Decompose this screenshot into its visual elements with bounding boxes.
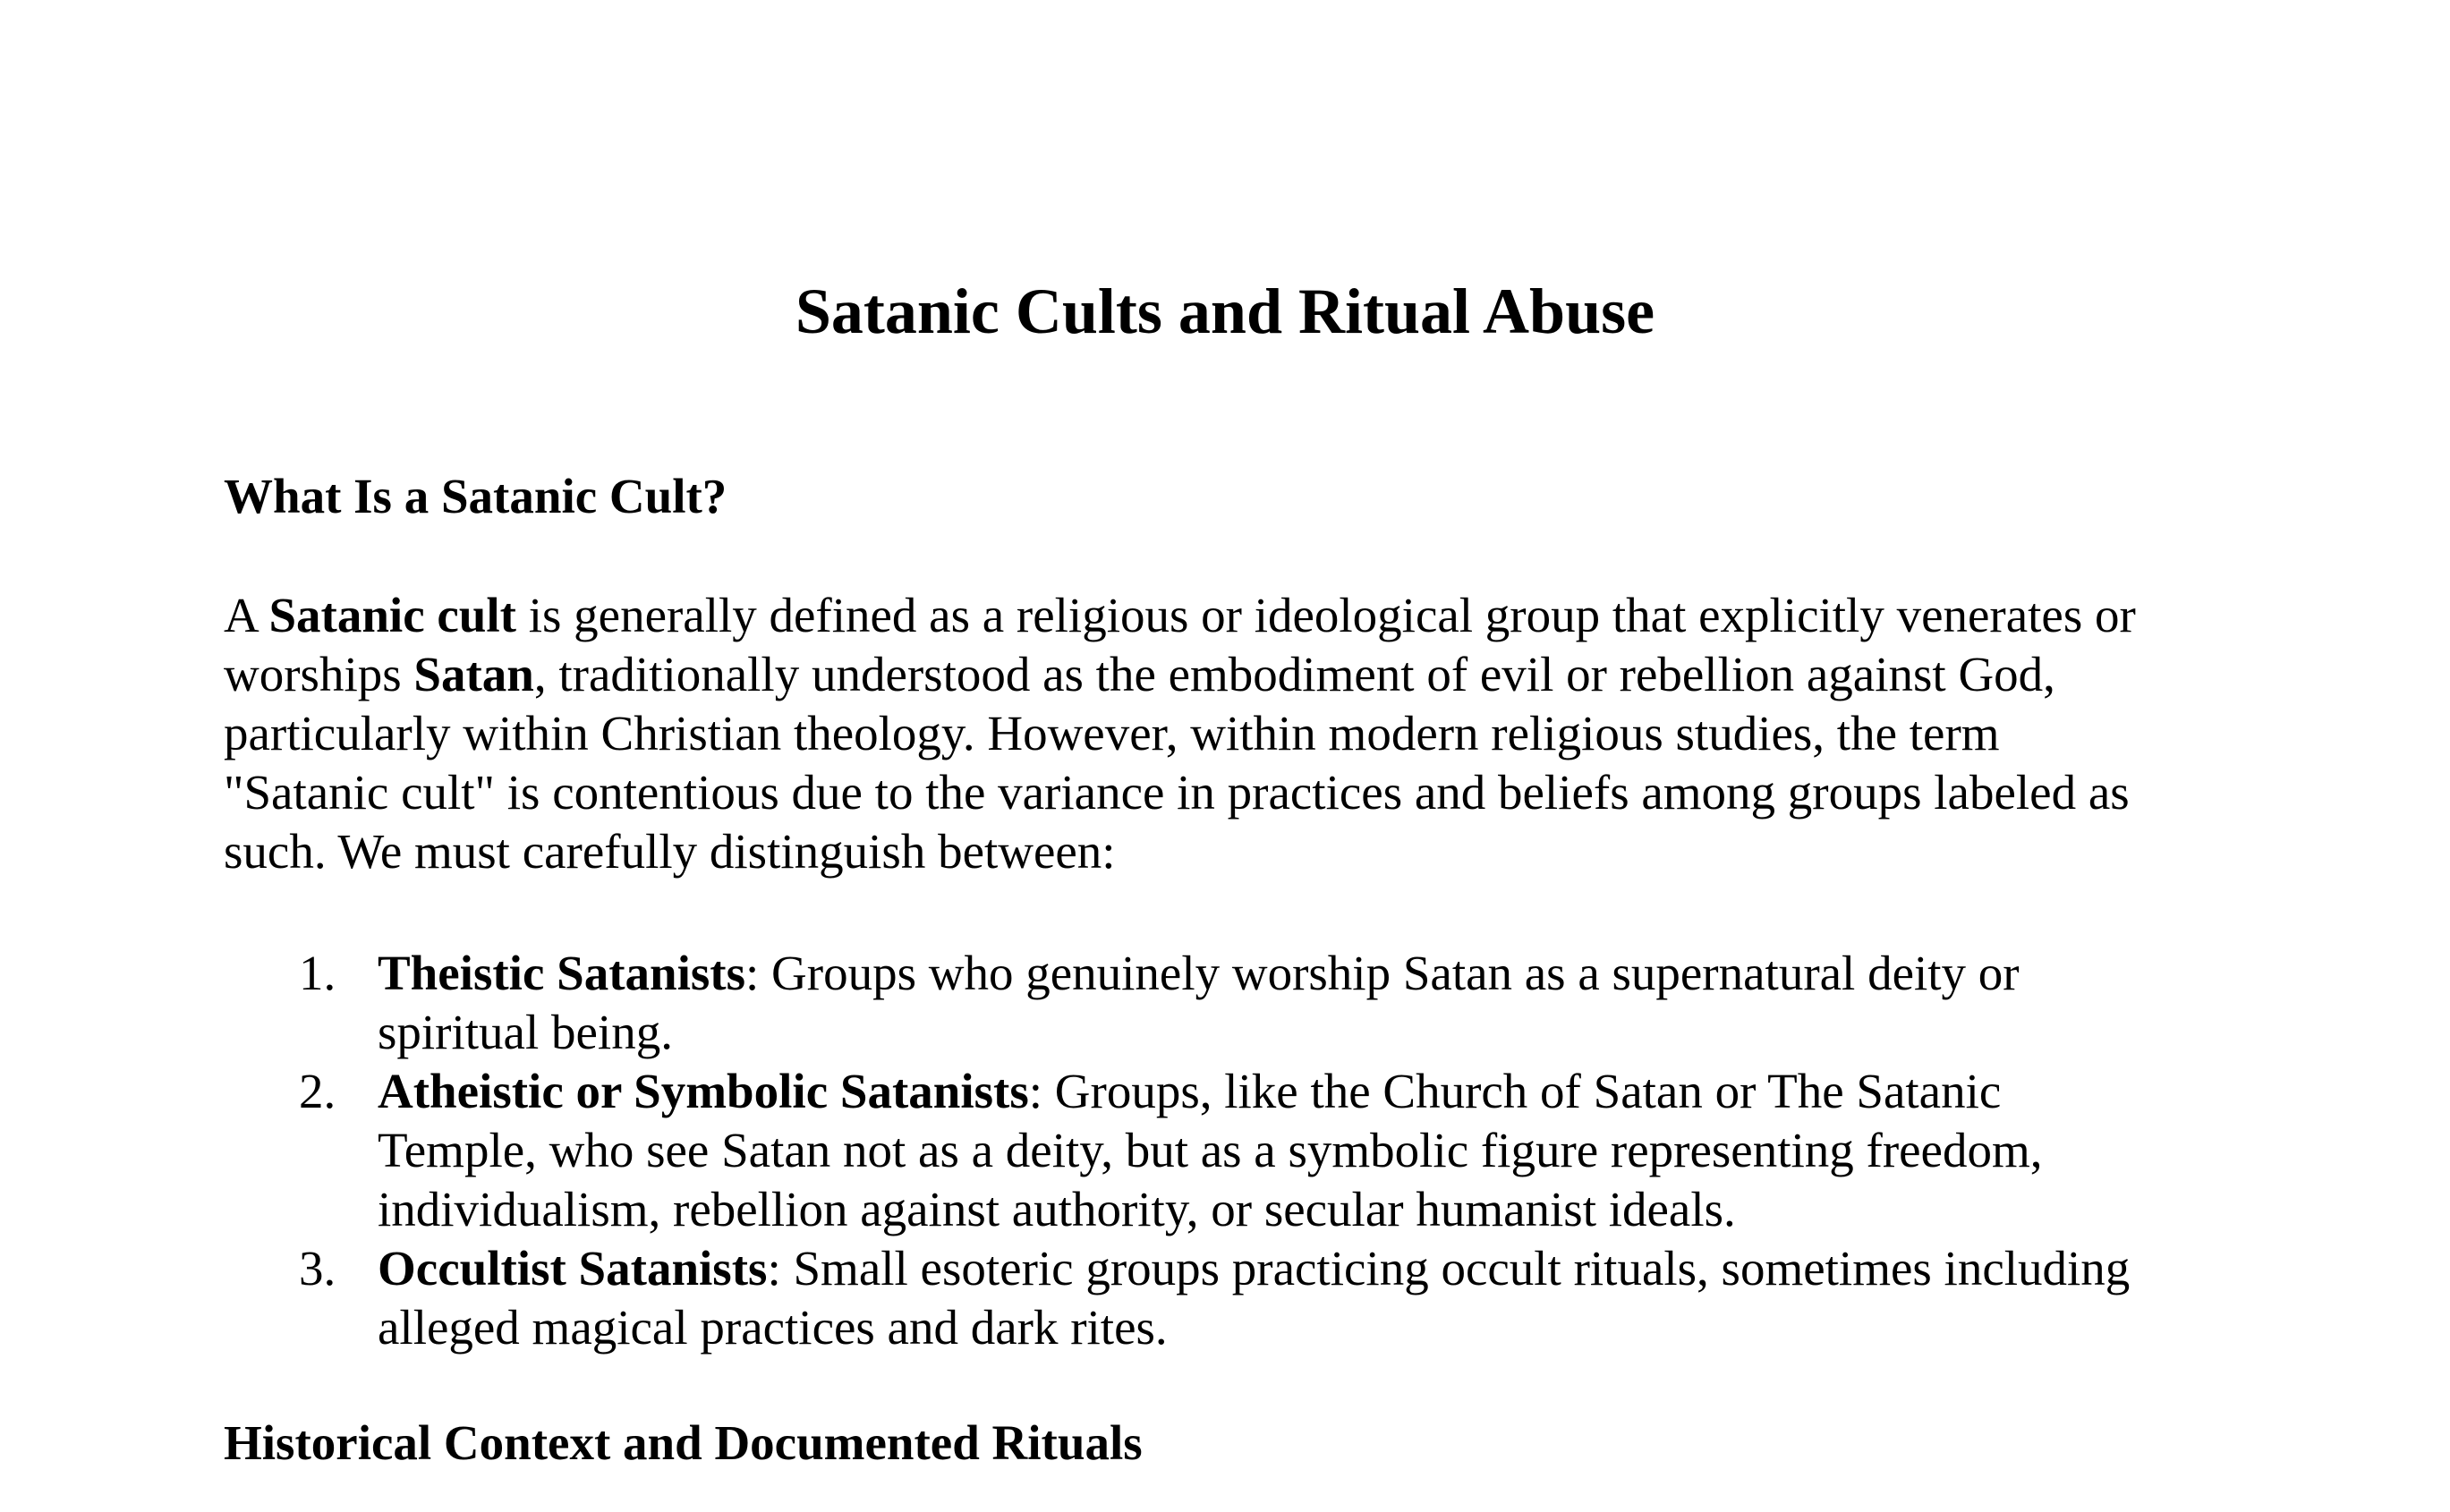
list-term: Atheistic or Symbolic Satanists — [378, 1064, 1029, 1118]
intro-text: A — [224, 588, 269, 642]
list-line — [378, 1062, 2282, 1121]
intro-text: , traditionally understood as the embodiment of evil or rebellion against God, — [533, 647, 2055, 701]
intro-line-4: "Satanic cult" is contentious due to the variance in practices and beliefs among groups labeled as — [224, 765, 2130, 820]
list-text: : Small esoteric groups practicing occult rituals, sometimes including — [767, 1241, 2131, 1295]
list-item — [224, 1239, 2282, 1357]
list-line — [378, 944, 2282, 1003]
list-line: spiritual being. — [378, 1005, 673, 1059]
intro-line-3: particularly within Christian theology. However, within modern religious studies, the term — [224, 706, 2000, 760]
section-heading-what-is: What Is a Satanic Cult? — [224, 469, 727, 523]
list-text: : Groups, like the Church of Satan or The Satanic — [1028, 1064, 2002, 1118]
list-number: 1. — [299, 946, 336, 1000]
section-heading-historical-context: Historical Context and Documented Rituals — [224, 1415, 1143, 1470]
list-number: 2. — [299, 1064, 336, 1118]
intro-line-5: such. We must carefully distinguish between: — [224, 824, 1116, 879]
satanist-types-list — [224, 944, 2282, 1357]
list-item — [224, 1062, 2282, 1239]
list-number: 3. — [299, 1241, 336, 1295]
list-line: individualism, rebellion against authority, or secular humanist ideals. — [378, 1182, 1736, 1236]
intro-line-2 — [224, 645, 2282, 704]
intro-text: is generally defined as a religious or ideological group that explicitly venerates or — [515, 588, 2136, 642]
document-title: Satanic Cults and Ritual Abuse — [795, 276, 1655, 347]
list-line: alleged magical practices and dark rites. — [378, 1300, 1168, 1355]
list-item — [224, 944, 2282, 1062]
intro-line-1 — [224, 586, 2282, 645]
list-term: Occultist Satanists — [378, 1241, 768, 1295]
list-text: : Groups who genuinely worship Satan as a supernatural deity or — [745, 946, 2020, 1000]
list-line — [378, 1239, 2282, 1298]
bold-term-satanic-cult: Satanic cult — [268, 588, 516, 642]
list-line: Temple, who see Satan not as a deity, but as a symbolic figure representing freedom, — [378, 1123, 2043, 1177]
list-term: Theistic Satanists — [378, 946, 746, 1000]
intro-paragraph — [224, 586, 2282, 881]
bold-term-satan: Satan — [413, 647, 534, 701]
intro-text: worships — [224, 647, 414, 701]
